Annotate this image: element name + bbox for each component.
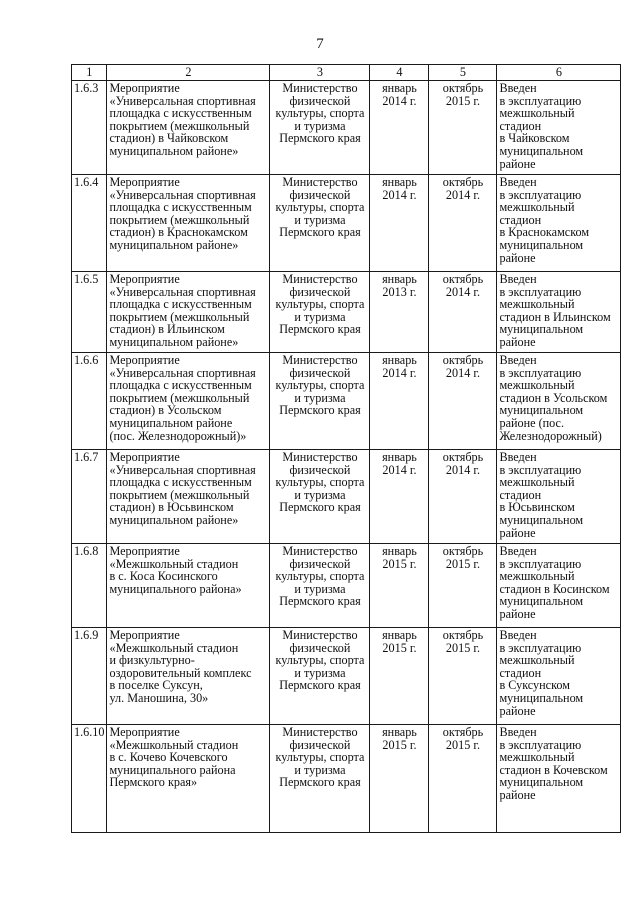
table-row: [72, 175, 621, 272]
start-date: январь 2014 г.: [370, 353, 429, 450]
start-date: январь 2015 г.: [370, 725, 429, 833]
start-date: январь 2015 г.: [370, 544, 429, 628]
header-row: [72, 65, 621, 81]
row-number: 1.6.9: [72, 628, 107, 725]
expected-result: Введен в эксплуатацию межшкольный стадион в Косинском муниципальном районе: [497, 544, 621, 628]
expected-result: Введен в эксплуатацию межшкольный стадион в Суксунском муниципальном районе: [497, 628, 621, 725]
measures-table: [71, 64, 621, 833]
row-number: 1.6.7: [72, 450, 107, 544]
end-date: октябрь 2015 г.: [429, 81, 497, 175]
expected-result: Введен в эксплуатацию межшкольный стадион в Краснокамском муниципальном районе: [497, 175, 621, 272]
column-header-start: 4: [370, 65, 429, 81]
column-header-executor: 3: [270, 65, 370, 81]
end-date: октябрь 2015 г.: [429, 628, 497, 725]
row-number: 1.6.6: [72, 353, 107, 450]
end-date: октябрь 2014 г.: [429, 450, 497, 544]
executor: Министерство физической культуры, спорта и туризма Пермского края: [270, 81, 370, 175]
page-number: 7: [316, 36, 324, 52]
executor: Министерство физической культуры, спорта и туризма Пермского края: [270, 544, 370, 628]
row-number: 1.6.8: [72, 544, 107, 628]
expected-result: Введен в эксплуатацию межшкольный стадион в Чайковском муниципальном районе: [497, 81, 621, 175]
row-number: 1.6.3: [72, 81, 107, 175]
table-row: [72, 272, 621, 353]
measure-name: Мероприятие «Межшкольный стадион в с. Кочево Кочевского муниципального района Пермского края»: [107, 725, 270, 833]
end-date: октябрь 2015 г.: [429, 725, 497, 833]
row-number: 1.6.4: [72, 175, 107, 272]
table-row: [72, 725, 621, 833]
executor: Министерство физической культуры, спорта и туризма Пермского края: [270, 725, 370, 833]
column-header-number: 1: [72, 65, 107, 81]
measure-name: Мероприятие «Межшкольный стадион и физкультурно- оздоровительный комплекс в поселке Суксун, ул. Маношина, 30»: [107, 628, 270, 725]
start-date: январь 2014 г.: [370, 175, 429, 272]
measure-name: Мероприятие «Универсальная спортивная площадка с искусственным покрытием (межшкольный стадион) в Ильинском муниципальном районе»: [107, 272, 270, 353]
expected-result: Введен в эксплуатацию межшкольный стадион в Ильинском муниципальном районе: [497, 272, 621, 353]
row-number: 1.6.5: [72, 272, 107, 353]
measure-name: Мероприятие «Универсальная спортивная площадка с искусственным покрытием (межшкольный стадион) в Чайковском муниципальном районе»: [107, 81, 270, 175]
end-date: октябрь 2014 г.: [429, 175, 497, 272]
column-header-name: 2: [107, 65, 270, 81]
table-row: [72, 544, 621, 628]
start-date: январь 2013 г.: [370, 272, 429, 353]
column-header-end: 5: [429, 65, 497, 81]
start-date: январь 2015 г.: [370, 628, 429, 725]
expected-result: Введен в эксплуатацию межшкольный стадион в Усольском муниципальном районе (пос. Железнодорожный): [497, 353, 621, 450]
executor: Министерство физической культуры, спорта и туризма Пермского края: [270, 450, 370, 544]
column-header-result: 6: [497, 65, 621, 81]
end-date: октябрь 2014 г.: [429, 272, 497, 353]
start-date: январь 2014 г.: [370, 81, 429, 175]
end-date: октябрь 2014 г.: [429, 353, 497, 450]
table-row: [72, 628, 621, 725]
start-date: январь 2014 г.: [370, 450, 429, 544]
table-row: [72, 450, 621, 544]
executor: Министерство физической культуры, спорта и туризма Пермского края: [270, 628, 370, 725]
measure-name: Мероприятие «Универсальная спортивная площадка с искусственным покрытием (межшкольный стадион) в Юсьвинском муниципальном районе»: [107, 450, 270, 544]
expected-result: Введен в эксплуатацию межшкольный стадион в Юсьвинском муниципальном районе: [497, 450, 621, 544]
executor: Министерство физической культуры, спорта и туризма Пермского края: [270, 353, 370, 450]
table-row: [72, 81, 621, 175]
measure-name: Мероприятие «Межшкольный стадион в с. Коса Косинского муниципального района»: [107, 544, 270, 628]
table-row: [72, 353, 621, 450]
expected-result: Введен в эксплуатацию межшкольный стадион в Кочевском муниципальном районе: [497, 725, 621, 833]
executor: Министерство физической культуры, спорта и туризма Пермского края: [270, 272, 370, 353]
executor: Министерство физической культуры, спорта и туризма Пермского края: [270, 175, 370, 272]
measure-name: Мероприятие «Универсальная спортивная площадка с искусственным покрытием (межшкольный стадион) в Усольском муниципальном районе (пос. Железнодорожный)»: [107, 353, 270, 450]
measure-name: Мероприятие «Универсальная спортивная площадка с искусственным покрытием (межшкольный стадион) в Краснокамском муниципальном районе»: [107, 175, 270, 272]
row-number: 1.6.10: [72, 725, 107, 833]
end-date: октябрь 2015 г.: [429, 544, 497, 628]
